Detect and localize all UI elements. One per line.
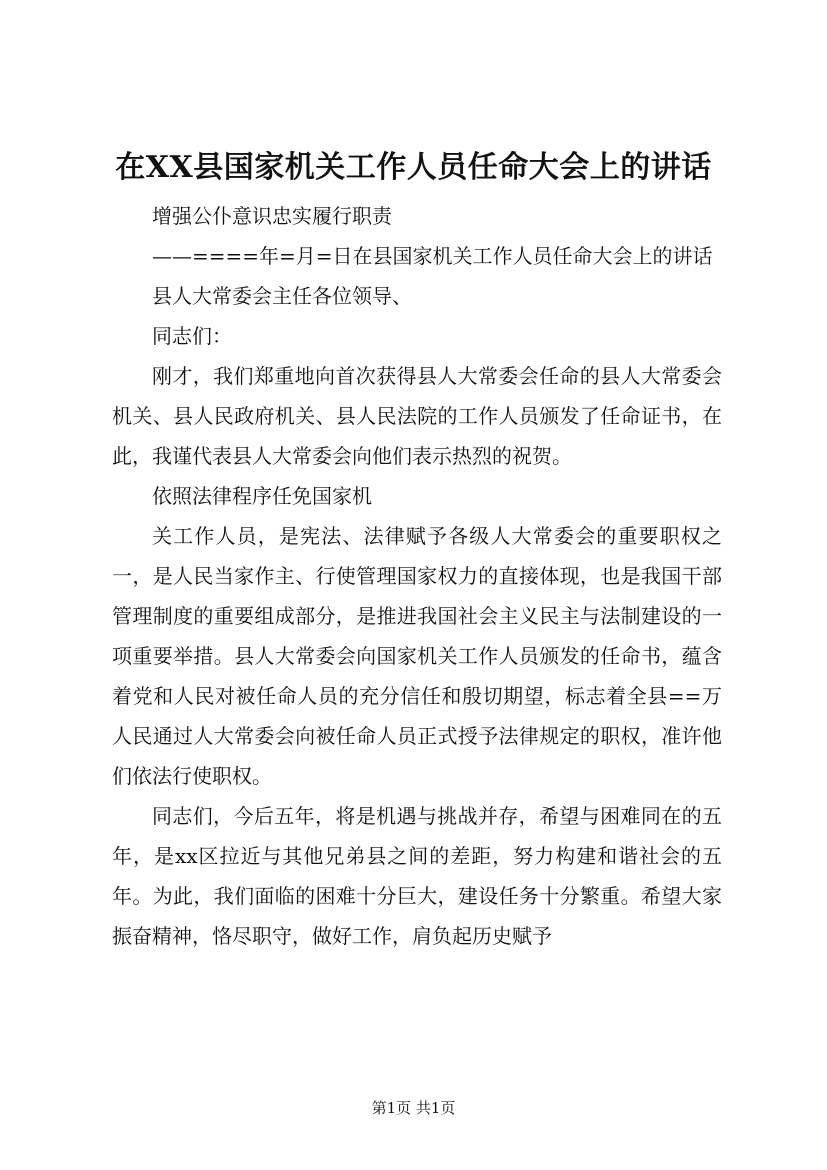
- document-title: 在XX县国家机关工作人员任命大会上的讲话: [115, 150, 712, 185]
- salutation-comrades: 同志们：: [152, 324, 232, 348]
- salutation-leaders: 县人大常委会主任各位领导、: [152, 284, 412, 308]
- body-paragraph: 刚才，我们郑重地向首次获得县人大常委会任命的县人大常委会机关、县人民政府机关、县人民法院的工作人员颁发了任命证书，在此，我谨代表县人大常委会向他们表示热烈的祝贺。: [112, 364, 722, 468]
- page-number: 第1页 共1页: [371, 1099, 456, 1117]
- speech-subtitle: 增强公仆意识忠实履行职责: [152, 204, 392, 228]
- body-paragraph: 关工作人员，是宪法、法律赋予各级人大常委会的重要职权之一，是人民当家作主、行使管理国家权力的直接体现，也是我国干部管理制度的重要组成部分，是推进我国社会主义民主与法制建设的一项重要举措。县人大常委会向国家机关工作人员颁发的任命书，蕴含着党和人民对被任命人员的充分信任和殷切期望，标志着全县==万人民通过人大常委会向被任命人员正式授予法律规定的职权，准许他们依法行使职权。: [112, 524, 722, 788]
- document-body: [112, 196, 722, 956]
- body-paragraph: 依照法律程序任免国家机: [152, 484, 372, 508]
- speech-dateline: ——====年=月=日在县国家机关工作人员任命大会上的讲话: [152, 244, 713, 268]
- body-paragraph: 同志们，今后五年，将是机遇与挑战并存，希望与困难同在的五年，是xx区拉近与其他兄弟县之间的差距，努力构建和谐社会的五年。为此，我们面临的困难十分巨大，建设任务十分繁重。希望大家振奋精神，恪尽职守，做好工作，肩负起历史赋予: [112, 804, 722, 948]
